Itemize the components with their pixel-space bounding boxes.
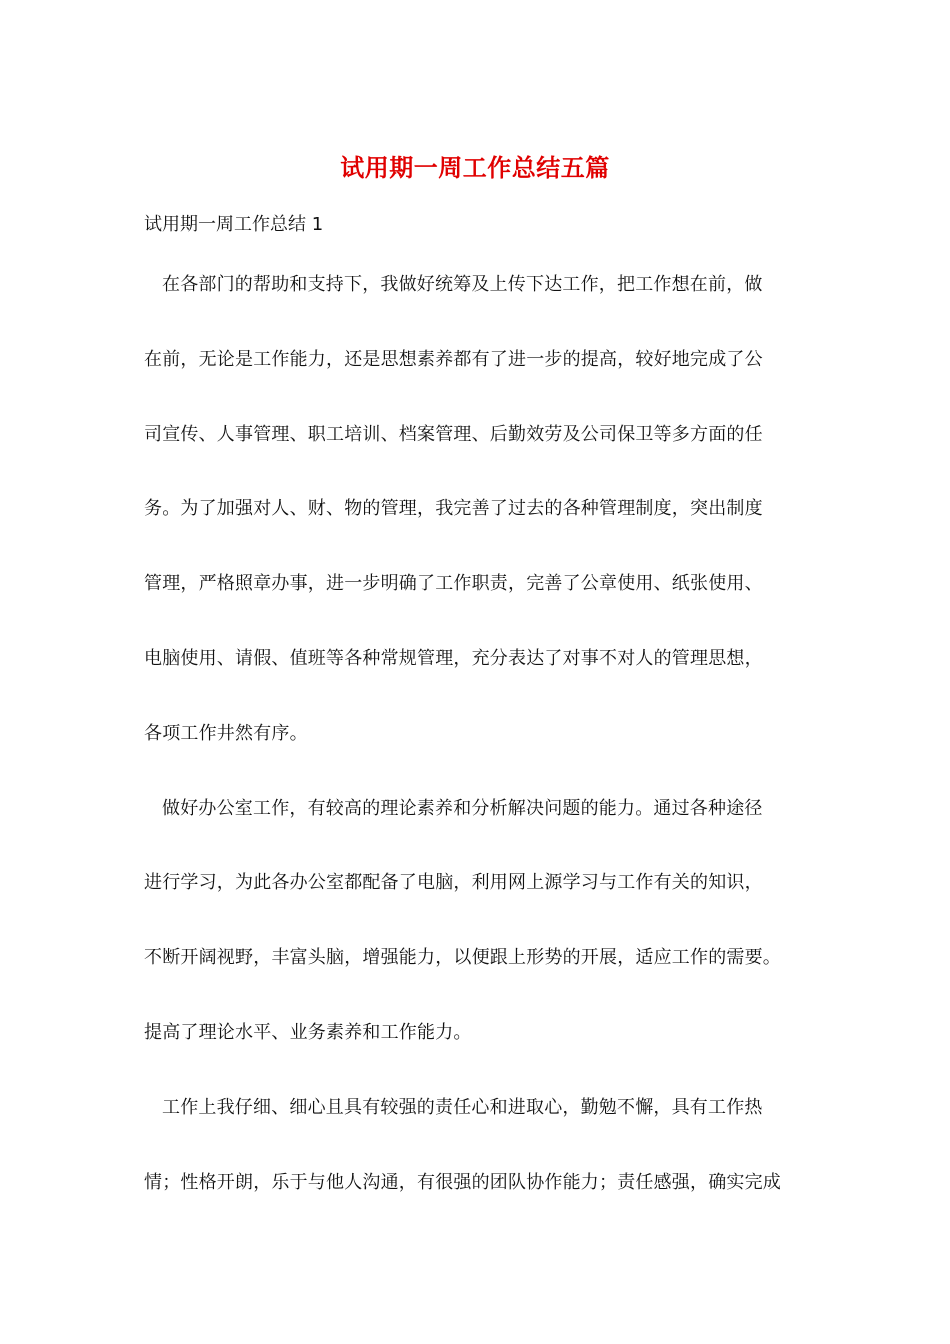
paragraph-3 [144, 1089, 808, 1239]
paragraph-line: 在前，无论是工作能力，还是思想素养都有了进一步的提高，较好地完成了公 [144, 348, 763, 370]
paragraph-line: 在各部门的帮助和支持下，我做好统筹及上传下达工作，把工作想在前，做 [162, 274, 763, 295]
paragraph-line: 司宣传、人事管理、职工培训、档案管理、后勤效劳及公司保卫等多方面的任 [144, 423, 763, 445]
paragraph-line: 情；性格开朗，乐于与他人沟通，有很强的团队协作能力；责任感强，确实完成 [144, 1171, 781, 1193]
paragraph-line: 务。为了加强对人、财、物的管理，我完善了过去的各种管理制度，突出制度 [144, 498, 763, 520]
paragraph-line: 工作上我仔细、细心且具有较强的责任心和进取心，勤勉不懈，具有工作热 [162, 1096, 763, 1118]
paragraph-line: 各项工作井然有序。 [144, 722, 308, 744]
paragraph-line: 进行学习，为此各办公室都配备了电脑，利用网上源学习与工作有关的知识， [144, 872, 763, 894]
paragraph-line: 提高了理论水平、业务素养和工作能力。 [144, 1021, 472, 1043]
paragraph-line: 电脑使用、请假、值班等各种常规管理，充分表达了对事不对人的管理思想， [144, 647, 763, 669]
document-body [144, 266, 808, 1238]
paragraph-line: 做好办公室工作，有较高的理论素养和分析解决问题的能力。通过各种途径 [162, 797, 763, 819]
section-heading: 试用期一周工作总结 1 [144, 214, 324, 235]
document-title: 试用期一周工作总结五篇 [340, 153, 610, 182]
paragraph-1 [144, 266, 808, 790]
paragraph-line: 不断开阔视野，丰富头脑，增强能力，以便跟上形势的开展，适应工作的需要。 [144, 947, 781, 969]
paragraph-2 [144, 790, 808, 1089]
paragraph-line: 管理，严格照章办事，进一步明确了工作职责，完善了公章使用、纸张使用、 [144, 573, 763, 595]
